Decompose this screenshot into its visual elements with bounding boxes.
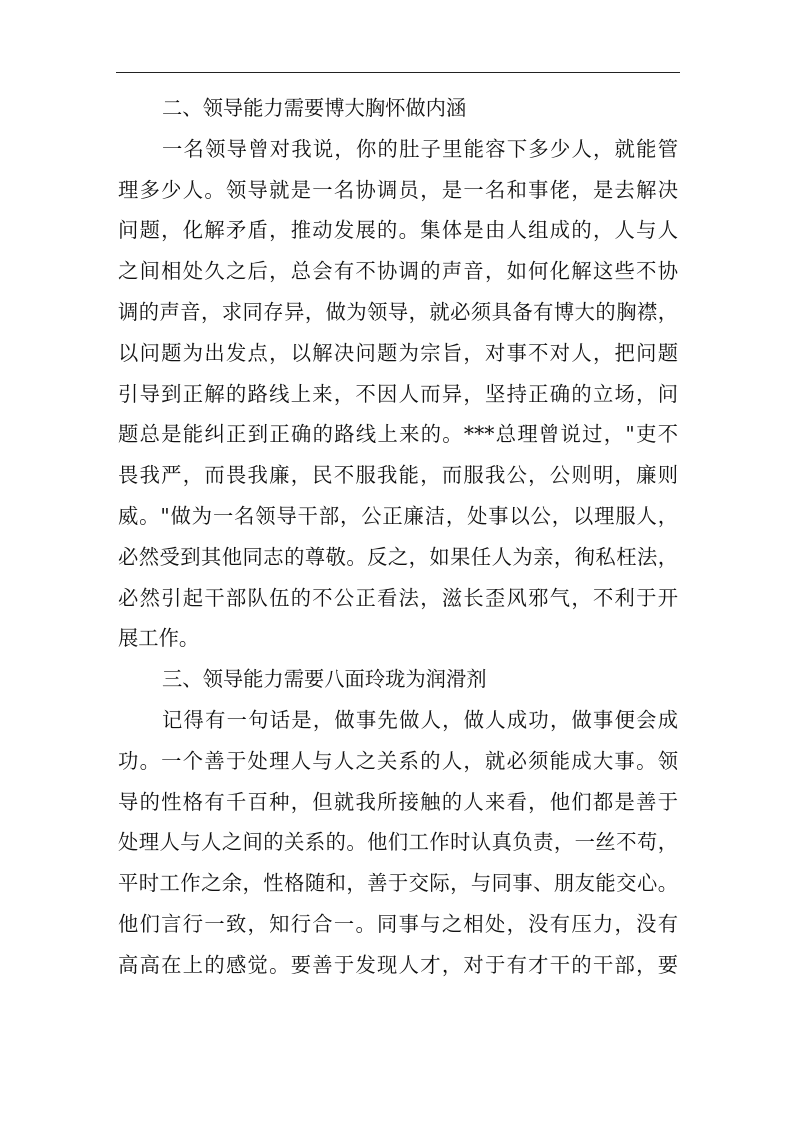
paragraph-line: 导的性格有千百种，但就我所接触的人来看，他们都是善于 xyxy=(118,789,678,814)
body-text xyxy=(118,88,678,986)
paragraph-line: 展工作。 xyxy=(118,626,200,651)
paragraph-line: 威。"做为一名领导干部，公正廉洁，处事以公，以理服人， xyxy=(118,503,678,528)
paragraph-line: 一名领导曾对我说，你的肚子里能容下多少人，就能管 xyxy=(162,136,678,161)
paragraph-line: 功。一个善于处理人与人之关系的人，就必须能成大事。领 xyxy=(118,748,678,773)
paragraph-line: 以问题为出发点，以解决问题为宗旨，对事不对人，把问题 xyxy=(118,340,678,365)
paragraph-line: 畏我严，而畏我廉，民不服我能，而服我公，公则明，廉则 xyxy=(118,463,678,488)
header-rule xyxy=(116,72,680,73)
paragraph-line: 必然引起干部队伍的不公正看法，滋长歪风邪气，不利于开 xyxy=(118,585,678,610)
paragraph-line: 调的声音，求同存异，做为领导，就必须具备有博大的胸襟， xyxy=(118,299,678,324)
paragraph-line: 高高在上的感觉。要善于发现人才，对于有才干的干部，要 xyxy=(118,952,678,977)
paragraph-line: 他们言行一致，知行合一。同事与之相处，没有压力，没有 xyxy=(118,911,678,936)
section-heading-2: 二、领导能力需要博大胸怀做内涵 xyxy=(162,96,467,120)
paragraph-line: 引导到正解的路线上来，不因人而异，坚持正确的立场，问 xyxy=(118,381,678,406)
paragraph-line: 理多少人。领导就是一名协调员，是一名和事佬，是去解决 xyxy=(118,177,678,202)
section-heading-3: 三、领导能力需要八面玲珑为润滑剂 xyxy=(162,667,487,692)
paragraph-line: 平时工作之余，性格随和，善于交际，与同事、朋友能交心。 xyxy=(118,871,678,896)
paragraph-line: 必然受到其他同志的尊敬。反之，如果任人为亲，徇私枉法， xyxy=(118,544,678,569)
paragraph-line: 之间相处久之后，总会有不协调的声音，如何化解这些不协 xyxy=(118,259,678,284)
paragraph-line: 处理人与人之间的关系的。他们工作时认真负责，一丝不苟， xyxy=(118,830,678,855)
paragraph-line: 问题，化解矛盾，推动发展的。集体是由人组成的，人与人 xyxy=(118,218,678,243)
paragraph-line: 题总是能纠正到正确的路线上来的。***总理曾说过，"吏不 xyxy=(118,422,678,447)
paragraph-line: 记得有一句话是，做事先做人，做人成功，做事便会成 xyxy=(162,707,678,732)
